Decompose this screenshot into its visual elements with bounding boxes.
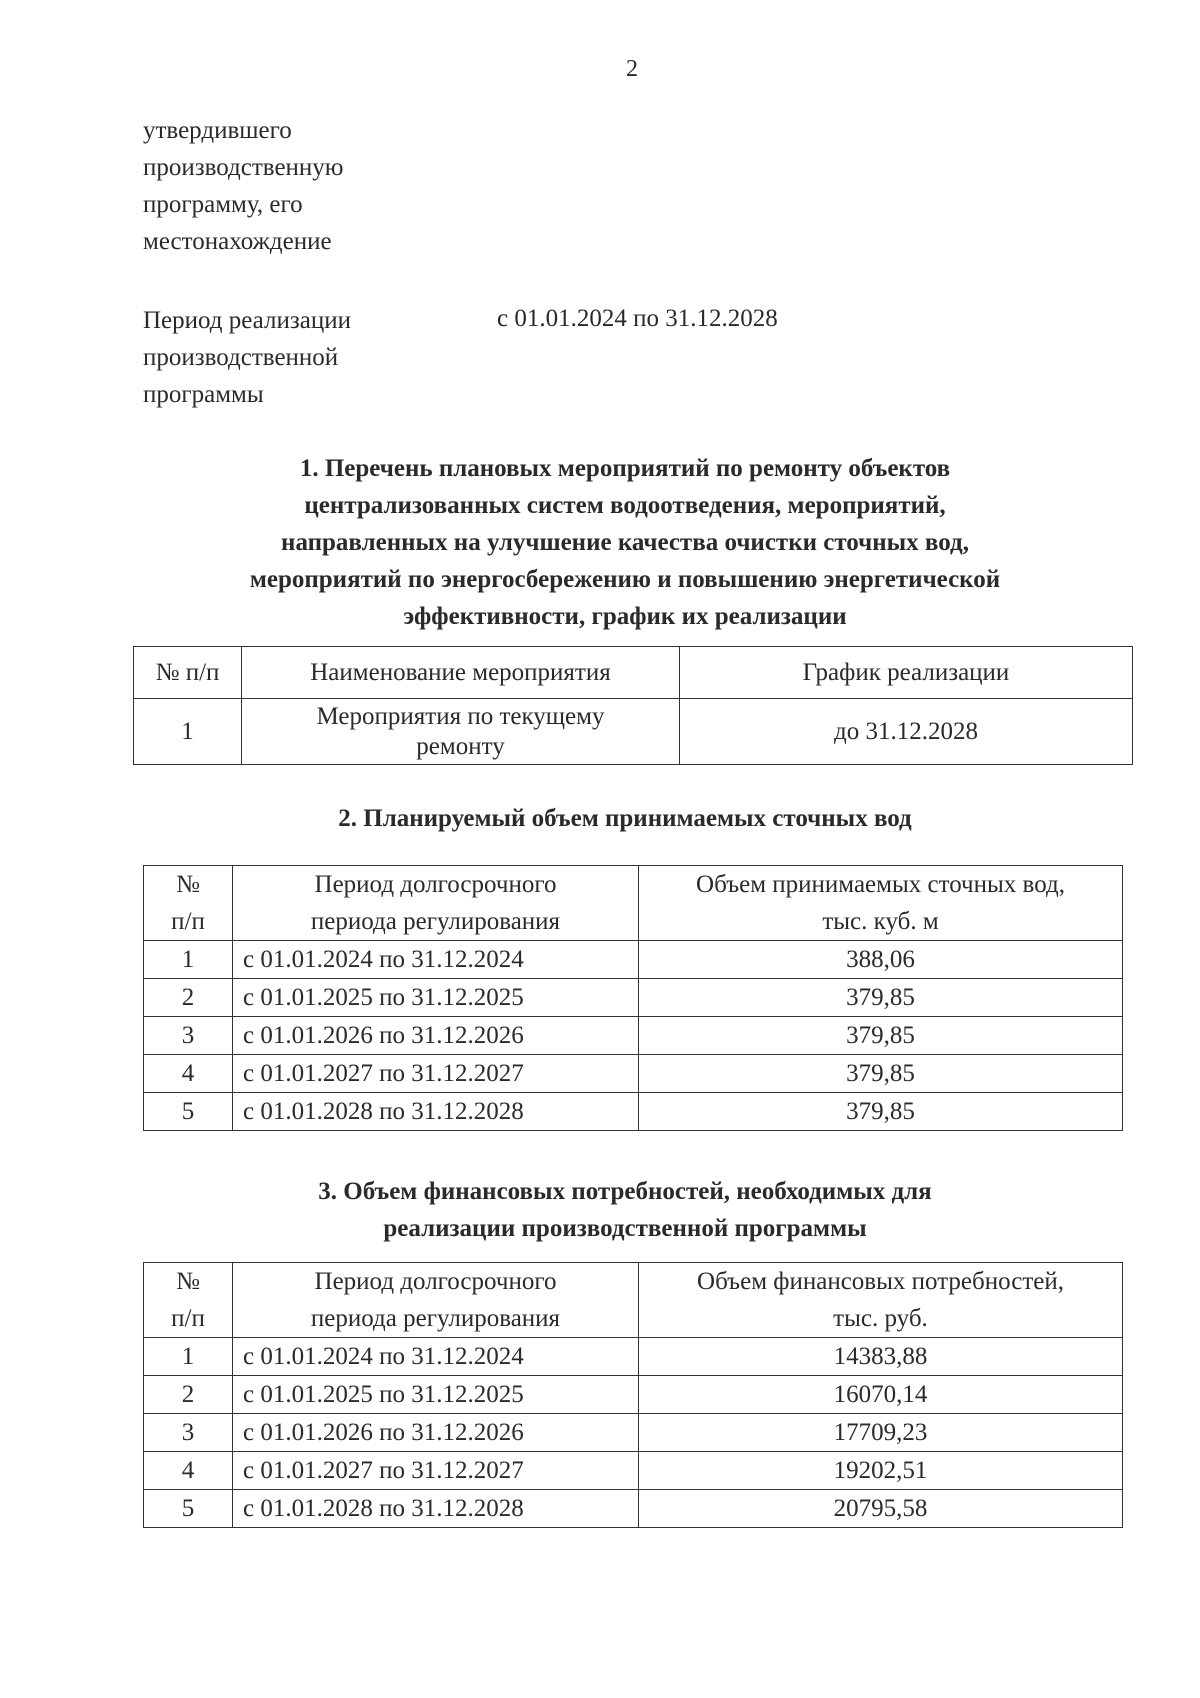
cell-value: 17709,23 [639, 1414, 1123, 1452]
header-period-line: периода регулирования [310, 908, 561, 935]
cell-name-line: ремонту [416, 732, 505, 760]
header-name: Наименование мероприятия [242, 647, 680, 699]
cell-name [242, 699, 680, 765]
table-row [144, 1017, 1123, 1055]
cell-period: с 01.01.2027 по 31.12.2027 [233, 1452, 639, 1490]
section1-title-line: направленных на улучшение качества очистки сточных вод, [281, 529, 969, 556]
section2-title: 2. Планируемый объем принимаемых сточных вод [338, 805, 912, 832]
cell-num: 5 [144, 1093, 233, 1131]
cell-value: 16070,14 [639, 1376, 1123, 1414]
cell-num: 1 [144, 941, 233, 979]
cell-num: 1 [144, 1338, 233, 1376]
table-row [144, 941, 1123, 979]
cell-period: с 01.01.2025 по 31.12.2025 [233, 1376, 639, 1414]
cell-num: 2 [144, 979, 233, 1017]
header-value-line: Объем финансовых потребностей, [697, 1268, 1064, 1295]
cell-value: 20795,58 [639, 1490, 1123, 1528]
section1-table [133, 646, 1133, 765]
header-value-line: тыс. руб. [833, 1305, 928, 1332]
cell-num: 3 [144, 1414, 233, 1452]
header-value [639, 1263, 1123, 1338]
approver-label-line: местонахождение [143, 228, 332, 255]
table-row [144, 1055, 1123, 1093]
header-schedule: График реализации [680, 647, 1133, 699]
table-row [144, 1093, 1123, 1131]
section3-title [150, 1173, 1100, 1247]
header-num-line: п/п [171, 908, 205, 935]
header-num [144, 1263, 233, 1338]
header-num-line: № [176, 871, 200, 898]
cell-value: 379,85 [639, 1055, 1123, 1093]
header-period-line: периода регулирования [310, 1305, 561, 1332]
approver-label-line: утвердившего [143, 117, 292, 144]
cell-num: 3 [144, 1017, 233, 1055]
section3-title-line: 3. Объем финансовых потребностей, необходимых для [318, 1178, 932, 1205]
period-label-line: программы [143, 381, 264, 408]
approver-label [143, 112, 343, 260]
header-period-line: Период долгосрочного [314, 1268, 557, 1295]
table-header-row [144, 1263, 1123, 1338]
cell-value: 379,85 [639, 1017, 1123, 1055]
table-row [144, 1376, 1123, 1414]
cell-period: с 01.01.2028 по 31.12.2028 [233, 1490, 639, 1528]
cell-name-line: Мероприятия по текущему [316, 702, 605, 730]
header-period-line: Период долгосрочного [314, 871, 557, 898]
cell-num: 4 [144, 1452, 233, 1490]
cell-value: 379,85 [639, 979, 1123, 1017]
header-value-line: тыс. куб. м [822, 908, 939, 935]
period-label-line: производственной [143, 344, 339, 371]
header-num [144, 866, 233, 941]
header-num-line: № [176, 1268, 200, 1295]
header-value [639, 866, 1123, 941]
cell-period: с 01.01.2027 по 31.12.2027 [233, 1055, 639, 1093]
cell-period: с 01.01.2025 по 31.12.2025 [233, 979, 639, 1017]
section1-title-line: централизованных систем водоотведения, мероприятий, [304, 492, 946, 519]
cell-value: 19202,51 [639, 1452, 1123, 1490]
page-number: 2 [626, 56, 638, 82]
cell-num: 1 [134, 699, 242, 765]
section1-title-line: 1. Перечень плановых мероприятий по ремонту объектов [299, 455, 951, 482]
table-header-row [134, 647, 1133, 699]
table-row [144, 1414, 1123, 1452]
approver-label-line: программу, его [143, 191, 303, 218]
cell-period: с 01.01.2026 по 31.12.2026 [233, 1017, 639, 1055]
cell-period: с 01.01.2026 по 31.12.2026 [233, 1414, 639, 1452]
header-period [233, 1263, 639, 1338]
table-row [144, 1452, 1123, 1490]
cell-value: 388,06 [639, 941, 1123, 979]
header-num-line: п/п [171, 1305, 205, 1332]
header-value-line: Объем принимаемых сточных вод, [696, 871, 1065, 898]
section2-table [143, 865, 1123, 1131]
cell-num: 5 [144, 1490, 233, 1528]
table-header-row [144, 866, 1123, 941]
period-label-line: Период реализации [143, 307, 351, 334]
cell-value: 379,85 [639, 1093, 1123, 1131]
section3-title-line: реализации производственной программы [383, 1215, 867, 1242]
table-row [144, 979, 1123, 1017]
cell-period: с 01.01.2024 по 31.12.2024 [233, 1338, 639, 1376]
approver-label-line: производственную [143, 154, 344, 181]
table-row [144, 1338, 1123, 1376]
cell-num: 2 [144, 1376, 233, 1414]
table-row [134, 699, 1133, 765]
period-value: с 01.01.2024 по 31.12.2028 [497, 305, 778, 332]
section1-title [150, 450, 1100, 635]
period-label [143, 302, 351, 413]
cell-num: 4 [144, 1055, 233, 1093]
section1-title-line: мероприятий по энергосбережению и повышению энергетической [249, 566, 1001, 593]
header-num: № п/п [134, 647, 242, 699]
cell-schedule: до 31.12.2028 [680, 699, 1133, 765]
header-period [233, 866, 639, 941]
table-row [144, 1490, 1123, 1528]
section3-table [143, 1262, 1123, 1528]
cell-period: с 01.01.2024 по 31.12.2024 [233, 941, 639, 979]
cell-period: с 01.01.2028 по 31.12.2028 [233, 1093, 639, 1131]
section1-title-line: эффективности, график их реализации [403, 603, 847, 630]
cell-value: 14383,88 [639, 1338, 1123, 1376]
